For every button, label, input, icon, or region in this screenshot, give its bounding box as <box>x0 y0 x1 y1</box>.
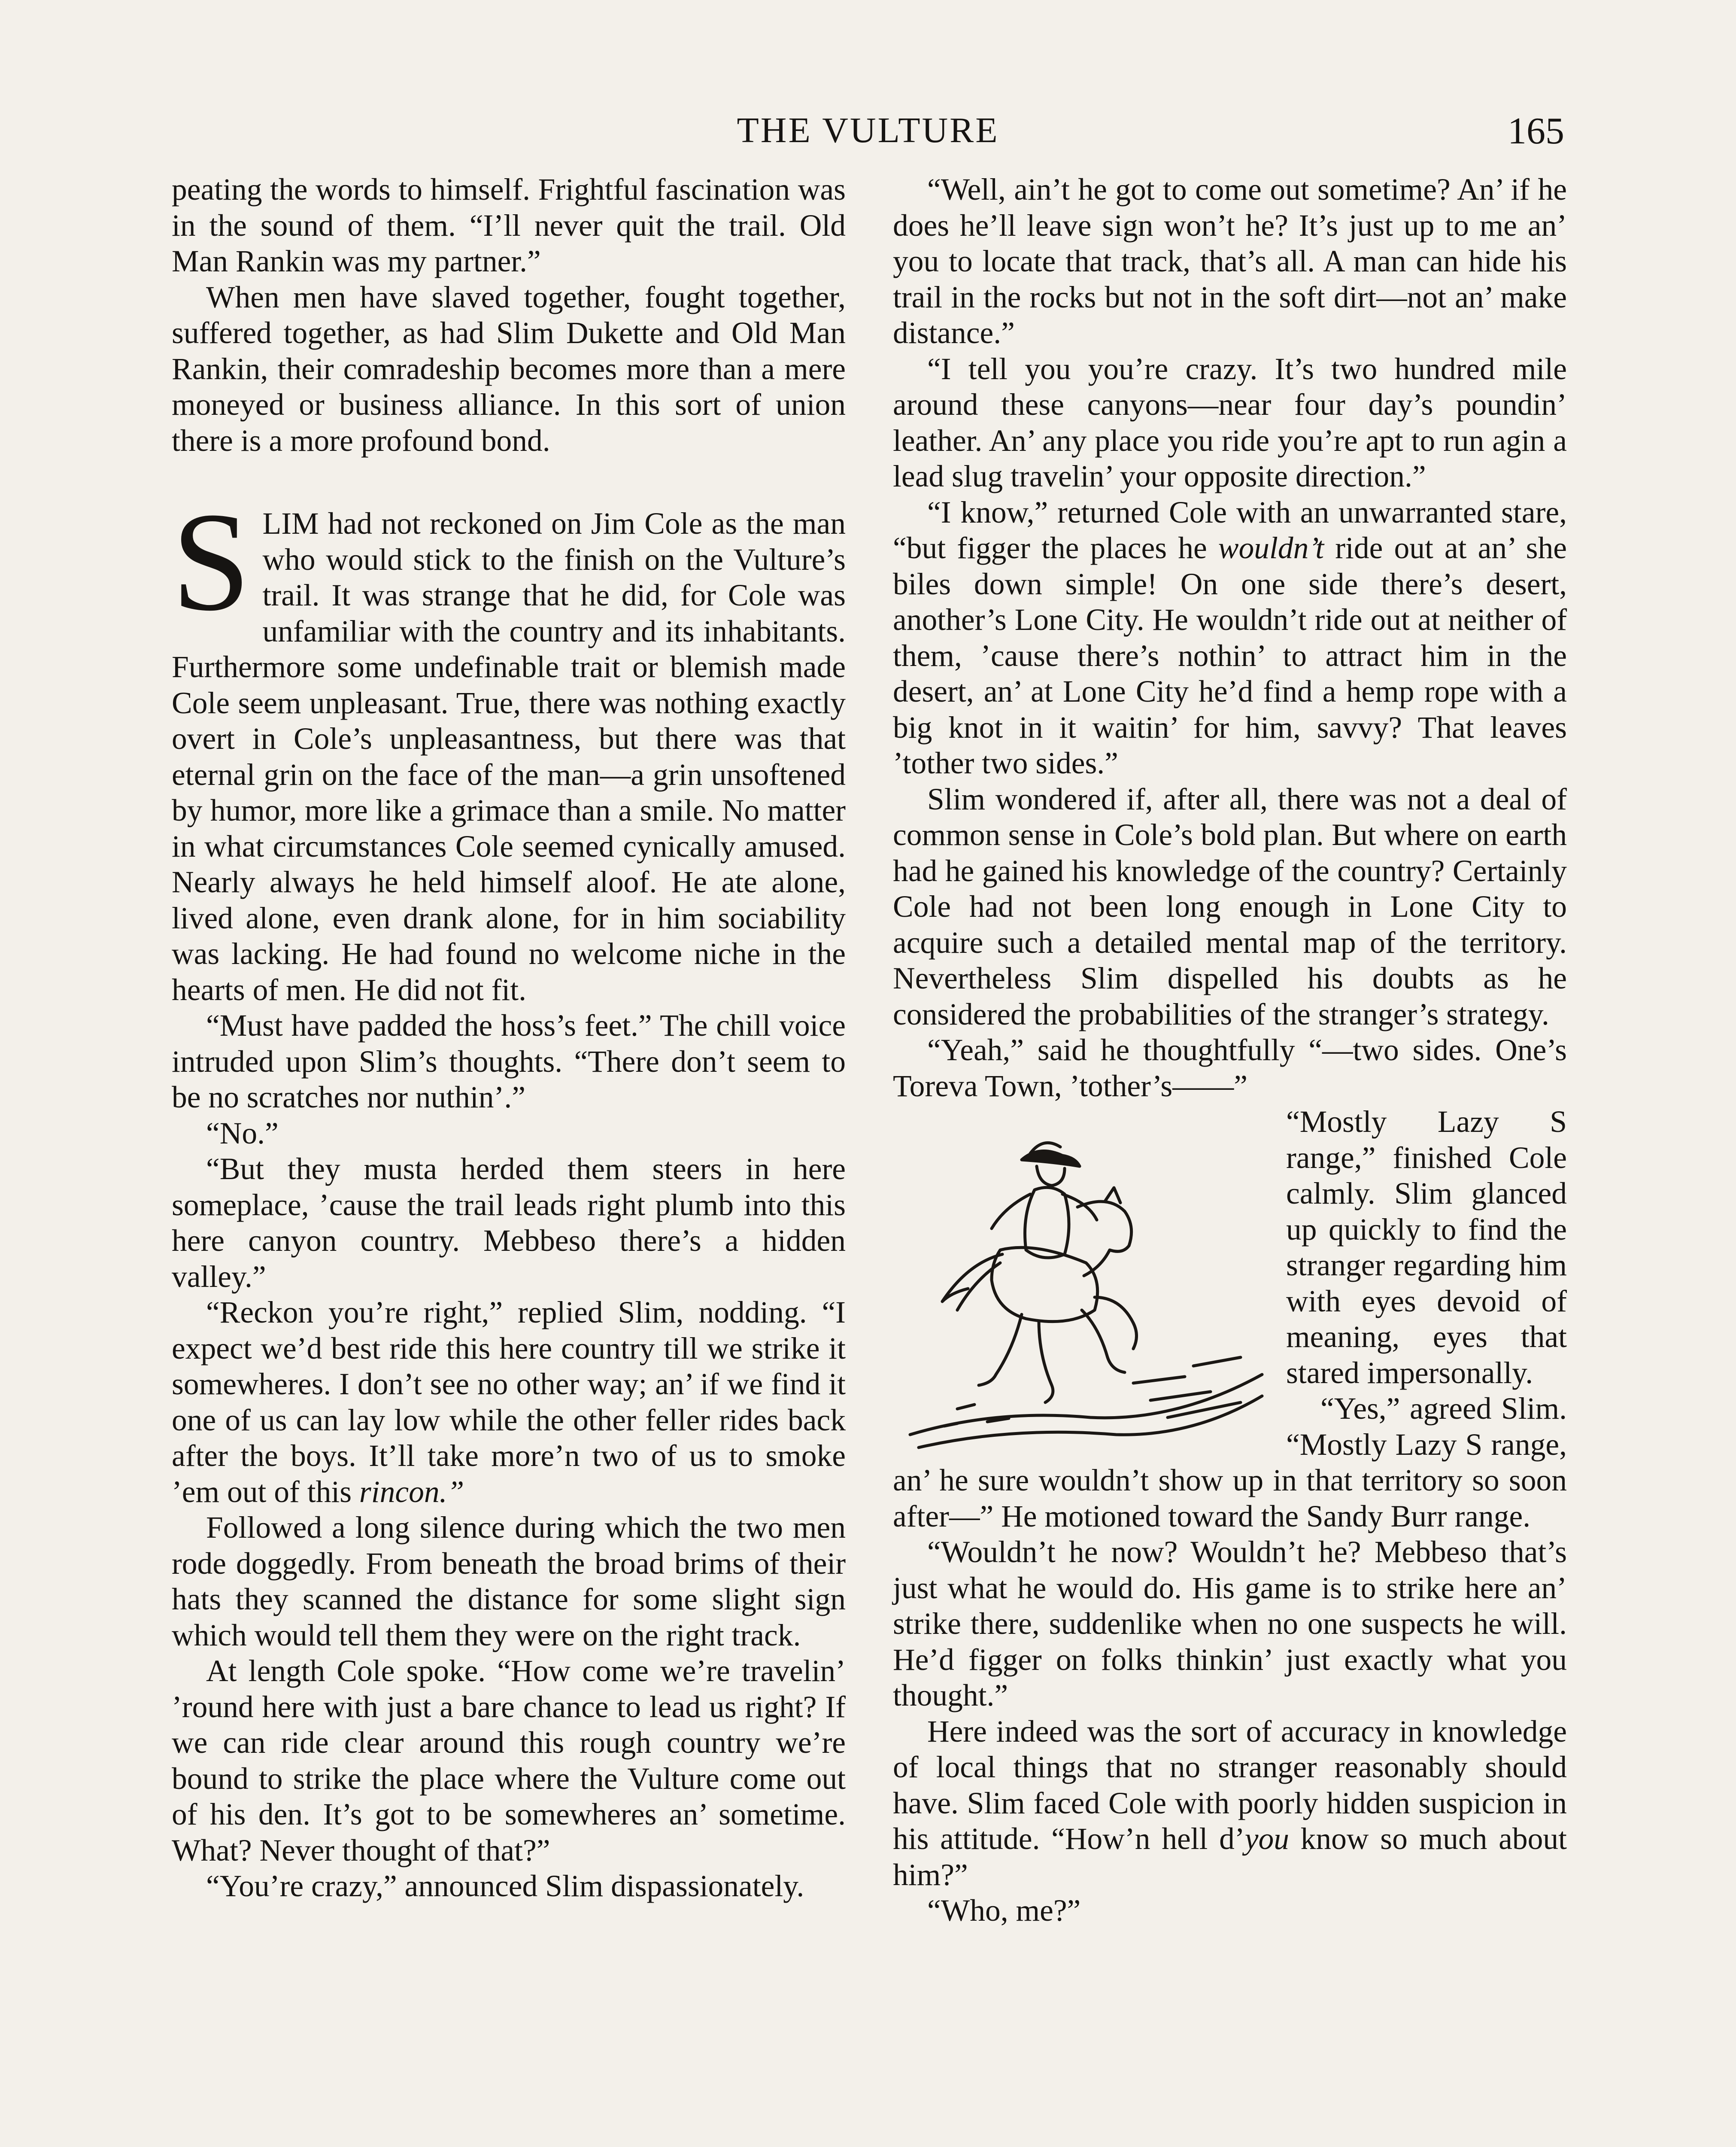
paragraph: “Who, me?” <box>927 1894 1081 1928</box>
italic-word: rincon.” <box>359 1475 464 1509</box>
drop-cap: S <box>172 484 251 640</box>
paragraph: Followed a long silence during which the two men rode doggedly. From beneath the broad brims of their hats they scanned the distance for some slight sign which would tell them they were on the right track. <box>172 1511 846 1652</box>
paragraph: “But they musta herded them steers in here someplace, ’cause the trail leads right plumb into this here canyon country. Mebbeso there’s a hidden valley.” <box>172 1152 846 1294</box>
paragraph <box>893 495 1567 782</box>
horse-rider-icon <box>893 1108 1271 1460</box>
paragraph: “No.” <box>206 1116 279 1150</box>
italic-word: you <box>1244 1822 1289 1856</box>
paragraph: “You’re crazy,” announced Slim dispassionately. <box>206 1869 804 1903</box>
paragraph: “Well, ain’t he got to come out sometime? An’ if he does he’ll leave sign won’t he? It’s just up to me an’ you to locate that track, that’s all. A man can hide his trail in the rocks but not in the soft dirt—not an’ make distance.” <box>893 173 1567 350</box>
paragraph: “Yeah,” said he thoughtfully “—two sides. One’s Toreva Town, ’tother’s——” <box>893 1033 1567 1103</box>
cowboy-on-horse-illustration <box>893 1108 1271 1460</box>
paragraph: “Yes,” agreed Slim. “Mostly Lazy S range, an’ he sure wouldn’t show up in that territory so soon after—” He motioned toward the Sandy Burr range. <box>893 1392 1567 1533</box>
paragraph-text: “I know,” returned Cole with an unwarranted stare, “but figger the places he <box>893 495 1567 565</box>
paragraph-text: Here indeed was the sort of accuracy in knowledge of local things that no stranger reasonably should have. Slim faced Cole with poorly hidden suspicion in his attitude. “How’n hell d’ <box>893 1714 1567 1856</box>
paragraph-text: “Reckon you’re right,” replied Slim, nodding. “I expect we’d best ride this here country till we strike it somewheres. I don’t see no other way; an’ if we find it one of us can lay low while the other feller rides back after the boys. It’ll take more’n two of us to smoke ’em out of this <box>172 1295 846 1509</box>
paragraph: “Must have padded the hoss’s feet.” The chill voice intruded upon Slim’s thoughts. “There don’t seem to be no scratches nor nuthin’.” <box>172 1009 846 1114</box>
paragraph: “Wouldn’t he now? Wouldn’t he? Mebbeso that’s just what he would do. His game is to strike here an’ strike there, suddenlike when no one suspects he will. He’d figger on folks thinkin’ just exactly what you thought.” <box>893 1535 1567 1712</box>
paragraph-text: know so much about him?” <box>893 1822 1567 1892</box>
section-opening-paragraph <box>172 484 846 1008</box>
page-number: 165 <box>1508 110 1564 152</box>
left-column <box>172 172 846 1904</box>
paragraph-text: LIM had not reckoned on Jim Cole as the man who would stick to the finish on the Vulture’s trail. It was strange that he did, for Cole was unfamiliar with the country and its inhabitants. Furthermore some undefinable trait or blemish made Cole seem unpleasant. True, there was nothing exactly overt in Cole’s unpleasantness, but there was that eternal grin on the face of the man—a grin unsoftened by humor, more like a grimace than a smile. No matter in what circumstances Cole seemed cynically amused. Nearly always he held himself aloof. He ate alone, lived alone, even drank alone, for in him sociability was lacking. He had found no welcome niche in the hearts of men. He did not fit. <box>172 507 846 1007</box>
paragraph-text: “Mostly Lazy S range,” finished Cole calmly. Slim glanced up quickly to find the stranger regarding him with eyes devoid of meaning, eyes that stared impersonally. <box>1286 1105 1567 1390</box>
paragraph: peating the words to himself. Frightful fascination was in the sound of them. “I’ll never quit the trail. Old Man Rankin was my partner.” <box>172 173 846 278</box>
paragraph-text: ride out at an’ she biles down simple! On one side there’s desert, another’s Lone City. He wouldn’t ride out at neither of them, ’cause there’s nothin’ to attract him in the desert, an’ at Lone City he’d find a hemp rope with a big knot in it waitin’ for him, savvy? That leaves ’tother two sides.” <box>893 531 1567 780</box>
running-title: THE VULTURE <box>737 110 999 150</box>
paragraph <box>893 1714 1567 1893</box>
paragraph: Slim wondered if, after all, there was not a deal of common sense in Cole’s bold plan. But where on earth had he gained his knowledge of the country? Certainly Cole had not been long enough in Lone City to acquire such a detailed mental map of the territory. Nevertheless Slim dispelled his doubts as he considered the probabilities of the stranger’s strategy. <box>893 782 1567 1031</box>
paragraph: “I tell you you’re crazy. It’s two hundred mile around these canyons—near four day’s poundin’ leather. An’ any place you ride you’re apt to run agin a lead slug travelin’ your opposite direction.” <box>893 352 1567 493</box>
paragraph: When men have slaved together, fought together, suffered together, as had Slim Dukette and Old Man Rankin, their comradeship becomes more than a mere moneyed or business alliance. In this sort of union there is a more profound bond. <box>172 280 846 458</box>
right-column <box>893 172 1567 1929</box>
italic-word: wouldn’t <box>1218 531 1324 565</box>
paragraph <box>172 1295 846 1510</box>
paragraph: At length Cole spoke. “How come we’re travelin’ ’round here with just a bare chance to lead us right? If we can ride clear around this rough country we’re bound to strike the place where the Vulture come out of his den. It’s got to be somewheres an’ sometime. What? Never thought of that?” <box>172 1654 846 1867</box>
